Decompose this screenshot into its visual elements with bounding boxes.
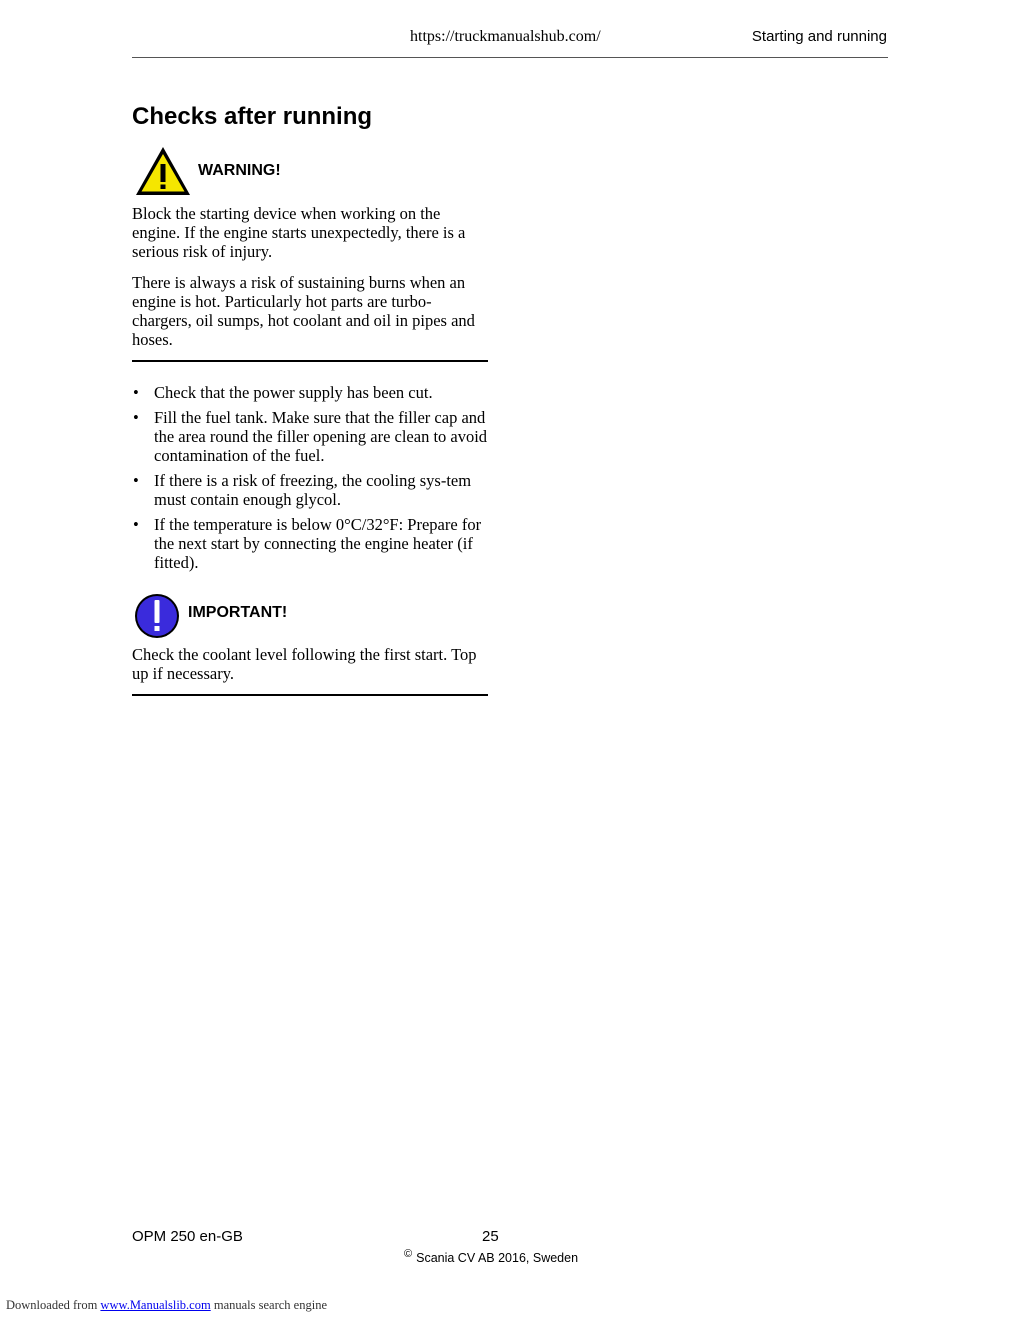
download-prefix: Downloaded from — [6, 1298, 98, 1312]
footer-copyright — [404, 1248, 578, 1265]
bullet: • — [133, 408, 139, 427]
copyright-symbol: © — [404, 1248, 413, 1260]
copyright-text: Scania CV AB 2016, Sweden — [416, 1251, 579, 1265]
important-paragraph: Check the coolant level following the first start. Top up if necessary. — [132, 645, 477, 683]
warning-paragraph: There is always a risk of sustaining burns when an engine is hot. Particularly hot parts are turbo-chargers, oil sumps, hot coolant and oil in pipes and hoses. — [132, 273, 475, 349]
header-divider — [132, 57, 888, 58]
footer-document-id: OPM 250 en-GB — [132, 1228, 243, 1245]
warning-end-divider — [132, 360, 488, 362]
list-item — [132, 408, 488, 465]
list-item — [132, 471, 488, 509]
header-url: https://truckmanualshub.com/ — [410, 28, 601, 45]
bullet: • — [133, 471, 139, 490]
check-list — [132, 383, 488, 578]
download-banner — [6, 1298, 327, 1313]
bullet: • — [133, 515, 139, 534]
list-item — [132, 515, 488, 572]
page-title: Checks after running — [132, 103, 373, 130]
important-heading: IMPORTANT! — [188, 604, 288, 621]
important-end-divider — [132, 694, 488, 696]
download-suffix: manuals search engine — [213, 1298, 327, 1312]
header-section-title: Starting and running — [751, 28, 887, 45]
exclamation-circle-icon — [134, 593, 180, 639]
footer-page-number: 25 — [482, 1228, 499, 1245]
list-item-text: If the temperature is below 0°C/32°F: Prepare for the next start by connecting the engine heater (if fitted). — [154, 515, 482, 572]
warning-triangle-icon — [134, 145, 192, 197]
bullet: • — [133, 383, 139, 402]
warning-paragraph: Block the starting device when working on the engine. If the engine starts unexpectedly, there is a serious risk of injury. — [132, 204, 466, 261]
list-item-text: If there is a risk of freezing, the cooling sys-tem must contain enough glycol. — [154, 471, 472, 509]
manualslib-link[interactable]: www.Manualslib.com — [100, 1298, 211, 1312]
warning-heading: WARNING! — [198, 162, 281, 179]
list-item-text: Fill the fuel tank. Make sure that the filler cap and the area round the filler opening are clean to avoid contamination of the fuel. — [154, 408, 488, 465]
list-item — [132, 383, 488, 402]
list-item-text: Check that the power supply has been cut. — [154, 383, 433, 402]
